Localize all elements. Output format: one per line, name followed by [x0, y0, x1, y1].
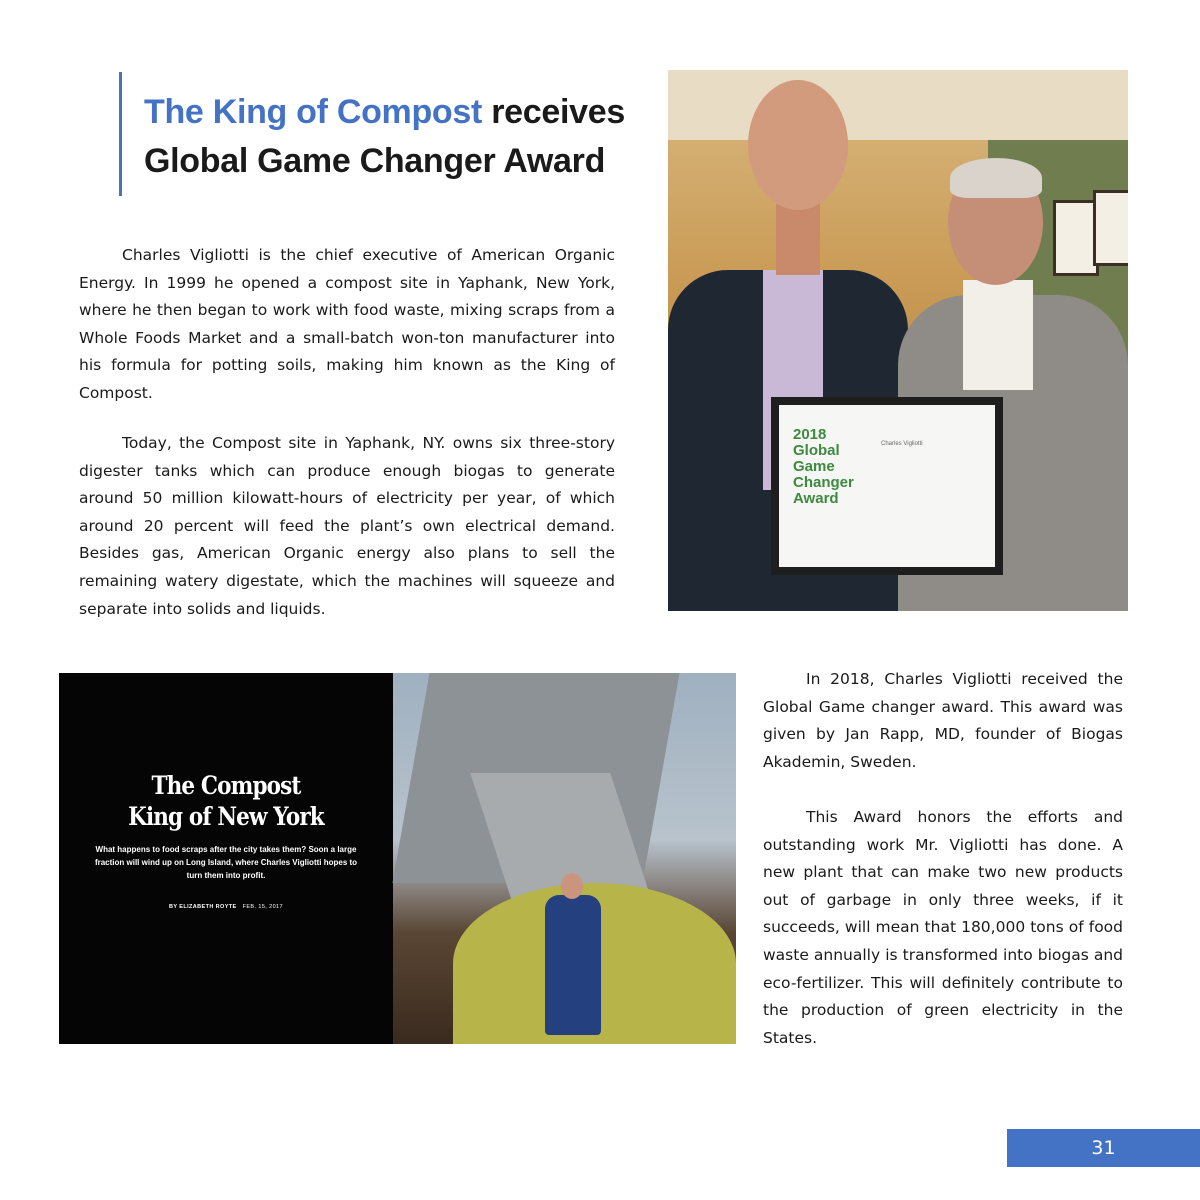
page-title	[144, 72, 639, 186]
man-head	[561, 873, 583, 899]
title-rest: receives	[482, 93, 625, 131]
compost-scene-photo	[393, 673, 736, 1044]
wall-sign	[1093, 190, 1128, 266]
magazine-title-panel	[59, 673, 393, 1044]
title-block	[119, 72, 639, 196]
paragraph-intro: Charles Vigliotti is the chief executive of American Organic Energy. In 1999 he opened a compost site in Yaphank, New York, where he then began to work with food waste, mixing scraps from a Whole Foods Market and a small-batch won-ton manufacturer into his formula for potting soils, making him known as the King of Compost.	[79, 246, 615, 402]
magazine-subtitle: What happens to food scraps after the city takes them? Soon a large fraction will wind up on Long Island, where Charles Vigliotti hopes to turn them into profit.	[94, 845, 358, 880]
man-left-head	[748, 80, 848, 210]
man-right-hair	[950, 158, 1042, 198]
photo-ceiling	[668, 70, 1128, 140]
byline-author: BY ELIZABETH ROYTE	[169, 904, 237, 910]
magazine-title: The Compost King of New York	[128, 771, 324, 831]
paragraph-honors: This Award honors the efforts and outstanding work Mr. Vigliotti has done. A new plant that can make two new products out of garbage in only three weeks, if it succeeds, will mean that 180,000 tons of food waste annually is transformed into biogas and eco-fertilizer. This will definitely contribute to the production of green electricity in the States.	[763, 808, 1123, 1047]
paragraph-digesters: Today, the Compost site in Yaphank, NY. owns six three-story digester tanks which can produce enough biogas to generate around 50 million kilowatt-hours of electricity per year, of which around 20 percent will feed the plant’s own electrical demand. Besides gas, American Organic energy also plans to sell the remaining watery digestate, which the machines will squeeze and separate into solids and liquids.	[79, 434, 615, 618]
paragraph-award: In 2018, Charles Vigliotti received the Global Game changer award. This award was given by Jan Rapp, MD, founder of Biogas Akademin, Sweden.	[763, 670, 1123, 771]
byline-date: FEB. 15, 2017	[242, 904, 283, 910]
magazine-byline	[59, 904, 393, 910]
title-line2: Global Game Changer Award	[144, 142, 606, 180]
page-number: 31	[1007, 1129, 1200, 1167]
award-certificate	[771, 397, 1003, 575]
award-photo	[668, 70, 1128, 611]
man-right-shirt	[963, 280, 1033, 390]
certificate-mat	[779, 405, 995, 567]
man-blue-suit	[545, 895, 601, 1035]
title-accent: The King of Compost	[144, 93, 483, 131]
magazine-spread	[59, 673, 736, 1044]
certificate-name: Charles Vigliotti	[881, 441, 923, 447]
certificate-title: 2018 Global Game Changer Award	[793, 426, 854, 507]
